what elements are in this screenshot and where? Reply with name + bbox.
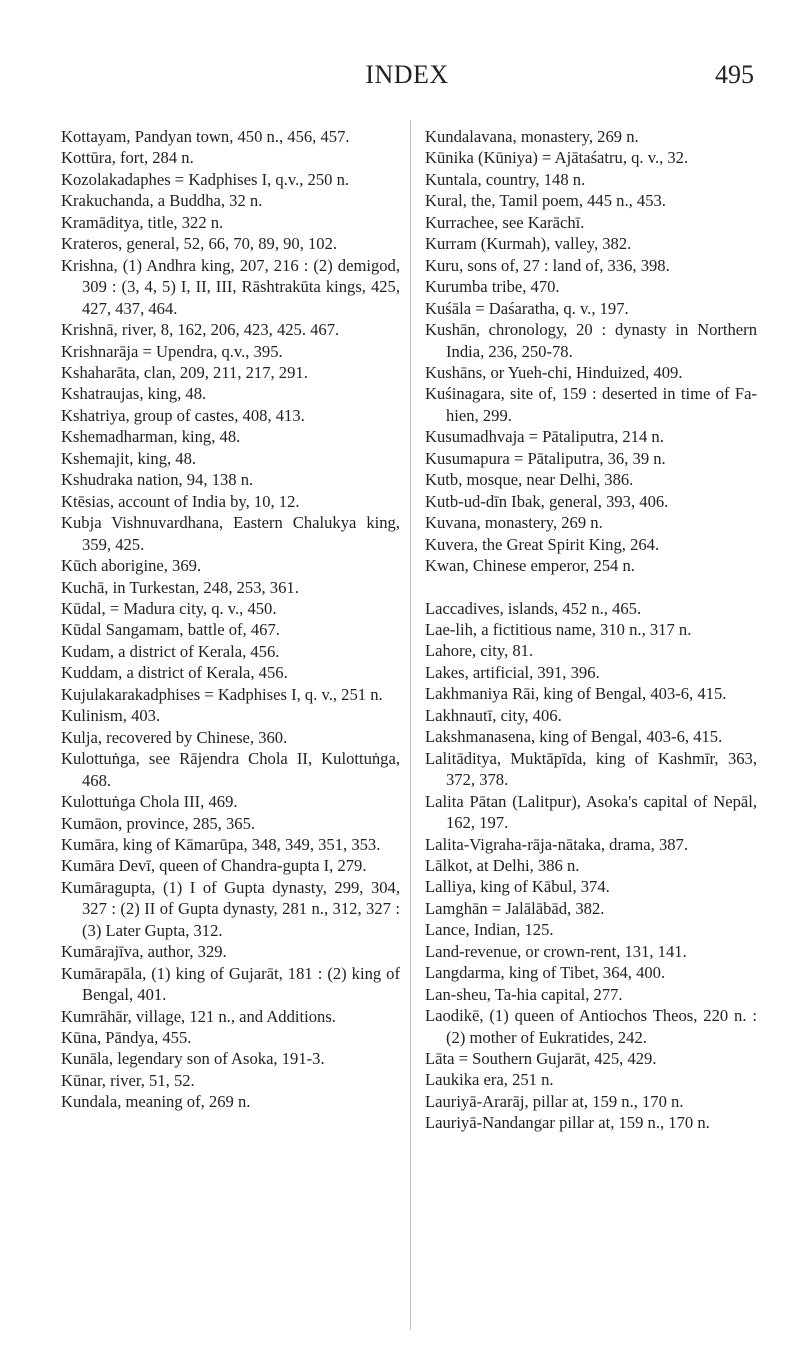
index-entry: Kūna, Pāndya, 455. [61,1028,192,1048]
index-entry: Lakhmaniya Rāi, king of Bengal, 403-6, 415. [425,684,727,704]
index-entry: Kumrāhār, village, 121 n., and Additions. [61,1006,336,1026]
index-entry: Krishnarāja = Upendra, q.v., 395. [61,341,283,361]
index-entry: Laccadives, islands, 452 n., 465. [425,598,642,618]
index-entry: Ktēsias, account of India by, 10, 12. [61,491,300,511]
index-entry: Kūdal Sangamam, battle of, 467. [61,620,280,640]
column-divider [410,120,411,1330]
index-entry: Kramāditya, title, 322 n. [61,212,224,232]
index-entry: Kundalavana, monastery, 269 n. [425,127,639,146]
index-entry: Krakuchanda, a Buddha, 32 n. [61,191,263,211]
index-entry: Kuśāla = Daśaratha, q. v., 197. [425,298,629,318]
index-entry: Kurumba tribe, 470. [425,277,560,297]
page-title: INDEX [365,60,449,89]
index-entry: Kshaharāta, clan, 209, 211, 217, 291. [61,362,308,382]
index-entry: Lalita-Vigraha-rāja-nātaka, drama, 387. [425,834,688,854]
index-entry: Lālkot, at Delhi, 386 n. [425,855,580,875]
index-entry: Kuvana, monastery, 269 n. [425,513,603,533]
index-entry: Krishna, (1) Andhra king, 207, 216 : (2) demigod, 309 : (3, 4, 5) I, II, III, Rāshtrakūta kings, 425, 427, 437, 464. [61,255,400,318]
index-entry: Lalitāditya, Muktāpīda, king of Kashmīr, 363, 372, 378. [425,748,757,790]
index-entry: Kunāla, legendary son of Asoka, 191-3. [61,1049,325,1069]
index-entry: Kwan, Chinese emperor, 254 n. [425,556,635,576]
index-entry: Kuddam, a district of Kerala, 456. [61,663,288,683]
index-entry: Kshemajit, king, 48. [61,448,197,468]
index-entry: Kshatriya, group of castes, 408, 413. [61,405,305,425]
index-entry: Kulja, recovered by Chinese, 360. [61,727,288,747]
index-entry: Land-revenue, or crown-rent, 131, 141. [425,941,687,961]
index-entry: Lalliya, king of Kābul, 374. [425,877,610,897]
index-entry: Kutb, mosque, near Delhi, 386. [425,470,634,490]
index-entry: Lauriyā-Ararāj, pillar at, 159 n., 170 n. [425,1091,684,1111]
index-entry: Lan-sheu, Ta-hia capital, 277. [425,984,623,1004]
index-entry: Lahore, city, 81. [425,641,534,661]
index-entry: Kurram (Kurmah), valley, 382. [425,234,632,254]
index-entry: Lāta = Southern Gujarāt, 425, 429. [425,1049,657,1069]
index-entry: Kshemadharman, king, 48. [61,427,241,447]
index-entry: Kural, the, Tamil poem, 445 n., 453. [425,191,666,211]
index-entry: Kumārajīva, author, 329. [61,942,227,962]
index-entry: Kutb-ud-dīn Ibak, general, 393, 406. [425,491,669,511]
index-entry: Kushān, chronology, 20 : dynasty in Northern India, 236, 250-78. [425,320,757,361]
index-entry: Kundala, meaning of, 269 n. [61,1092,251,1112]
index-entry: Kubja Vishnuvardhana, Eastern Chalukya king, 359, 425. [61,513,400,554]
index-column-left [61,126,400,1113]
index-entry: Kuvera, the Great Spirit King, 264. [425,534,660,554]
index-entry: Laukika era, 251 n. [425,1070,554,1090]
index-entry: Kuntala, country, 148 n. [425,169,586,189]
index-entry: Kumāon, province, 285, 365. [61,813,256,833]
index-entry: Krateros, general, 52, 66, 70, 89, 90, 102. [61,234,338,254]
index-entry: Kulottuṅga Chola III, 469. [61,792,238,812]
index-entry: Kūnika (Kūniya) = Ajātaśatru, q. v., 32. [425,148,689,168]
letter-group-gap [425,577,757,598]
index-entry: Lance, Indian, 125. [425,920,554,940]
index-entry: Kūdal, = Madura city, q. v., 450. [61,598,277,618]
index-entry: Lae-lih, a fictitious name, 310 n., 317 n. [425,619,692,639]
page-header [60,58,754,98]
index-entry: Kshatraujas, king, 48. [61,384,207,404]
index-entry: Langdarma, king of Tibet, 364, 400. [425,963,666,983]
index-entry: Lakhnautī, city, 406. [425,705,562,725]
index-entry: Kuru, sons of, 27 : land of, 336, 398. [425,255,670,275]
index-entry: Lakes, artificial, 391, 396. [425,662,600,682]
index-entry: Kujulakarakadphises = Kadphises I, q. v., 251 n. [61,684,383,704]
index-entry: Lamghān = Jalālābād, 382. [425,898,605,918]
index-entry: Kottayam, Pandyan town, 450 n., 456, 457. [61,127,350,146]
index-entry: Kusumapura = Pātaliputra, 36, 39 n. [425,448,666,468]
index-entry: Kushāns, or Yueh-chi, Hinduized, 409. [425,362,683,382]
index-entry: Kuśinagara, site of, 159 : deserted in time of Fa-hien, 299. [425,384,757,425]
index-entry: Kumāra Devī, queen of Chandra-gupta I, 279. [61,856,367,876]
index-entry: Kudam, a district of Kerala, 456. [61,641,280,661]
index-entry: Kūnar, river, 51, 52. [61,1070,195,1090]
index-entry: Kumāragupta, (1) I of Gupta dynasty, 299, 304, 327 : (2) II of Gupta dynasty, 281 n., 312, 327 : (3) Later Gupta, 312. [61,877,400,940]
index-entry: Lakshmanasena, king of Bengal, 403-6, 415. [425,727,723,747]
index-entry: Kusumadhvaja = Pātaliputra, 214 n. [425,427,664,447]
index-entry: Kozolakadaphes = Kadphises I, q.v., 250 n. [61,169,350,189]
index-entry: Kurrachee, see Karāchī. [425,212,585,232]
index-entry: Kumārapāla, (1) king of Gujarāt, 181 : (2) king of Bengal, 401. [61,963,400,1005]
index-entry: Kulottuṅga, see Rājendra Chola II, Kulottuṅga, 468. [61,749,400,790]
index-entry: Kshudraka nation, 94, 138 n. [61,470,254,490]
index-entry: Lauriyā-Nandangar pillar at, 159 n., 170 n. [425,1113,710,1133]
index-entry: Kottūra, fort, 284 n. [61,148,194,168]
index-entry: Laodikē, (1) queen of Antiochos Theos, 220 n. : (2) mother of Eukratides, 242. [425,1006,757,1047]
index-entry: Kuchā, in Turkestan, 248, 253, 361. [61,577,299,597]
page-number: 495 [715,60,754,89]
index-column-right [425,126,757,1134]
index-entry: Lalita Pātan (Lalitpur), Asoka's capital of Nepāl, 162, 197. [425,791,757,833]
index-entry: Krishnā, river, 8, 162, 206, 423, 425. 467. [61,320,340,340]
index-entry: Kūch aborigine, 369. [61,556,202,576]
index-entry: Kulinism, 403. [61,706,161,726]
index-entry: Kumāra, king of Kāmarūpa, 348, 349, 351, 353. [61,834,381,854]
